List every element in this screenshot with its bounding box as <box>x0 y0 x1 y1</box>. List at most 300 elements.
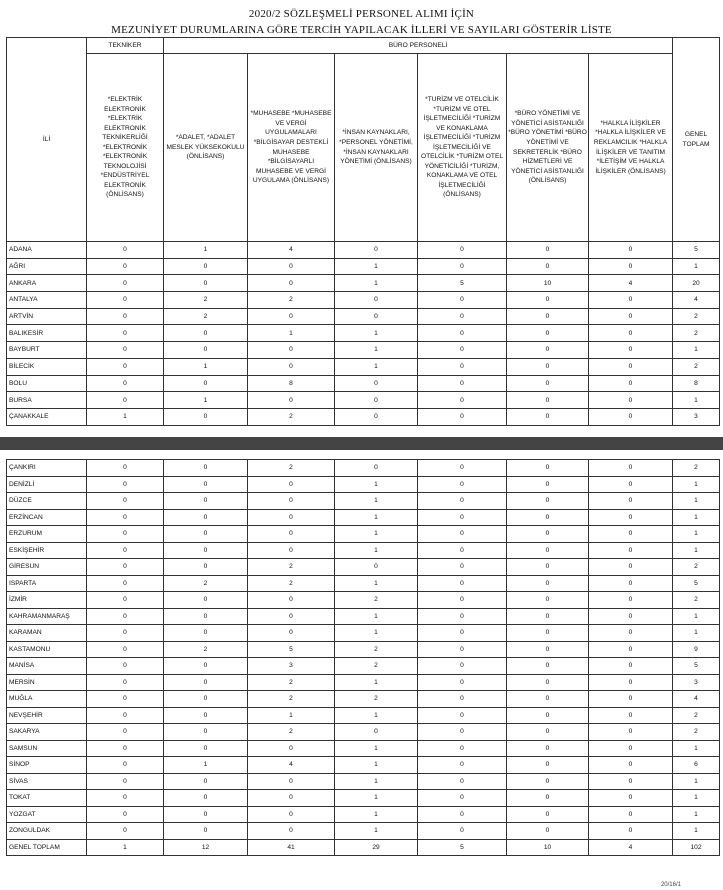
table-row <box>7 258 720 275</box>
count-cell: 1 <box>335 757 418 774</box>
count-cell: 1 <box>335 790 418 807</box>
count-cell: 0 <box>164 542 248 559</box>
count-cell: 2 <box>335 658 418 675</box>
count-cell: 0 <box>87 823 164 840</box>
count-cell: 2 <box>248 724 335 741</box>
count-cell: 0 <box>87 308 164 325</box>
count-cell: 1 <box>673 823 720 840</box>
count-cell: 0 <box>248 542 335 559</box>
count-cell: 2 <box>335 691 418 708</box>
count-cell: 0 <box>335 559 418 576</box>
count-cell: 0 <box>164 658 248 675</box>
table-row <box>7 292 720 309</box>
count-cell: 2 <box>673 358 720 375</box>
count-cell: 0 <box>418 806 507 823</box>
count-cell: 2 <box>335 592 418 609</box>
count-cell: 2 <box>164 641 248 658</box>
count-cell: 0 <box>589 707 673 724</box>
table-row <box>7 476 720 493</box>
count-cell: 0 <box>589 658 673 675</box>
table-row <box>7 275 720 292</box>
province-cell: SİVAS <box>7 773 87 790</box>
count-cell: 5 <box>673 242 720 259</box>
count-cell: 0 <box>589 724 673 741</box>
count-cell: 0 <box>418 325 507 342</box>
count-cell: 1 <box>335 625 418 642</box>
table-row <box>7 757 720 774</box>
count-cell: 0 <box>589 806 673 823</box>
province-cell: BİLECİK <box>7 358 87 375</box>
table-row <box>7 625 720 642</box>
province-cell: KAHRAMANMARAŞ <box>7 608 87 625</box>
count-cell: 6 <box>673 757 720 774</box>
province-cell: ERZURUM <box>7 526 87 543</box>
count-cell: 0 <box>164 790 248 807</box>
count-cell: 4 <box>673 292 720 309</box>
count-cell: 1 <box>673 258 720 275</box>
count-cell: 0 <box>418 308 507 325</box>
table-row <box>7 559 720 576</box>
count-cell: 0 <box>418 493 507 510</box>
count-cell: 2 <box>673 325 720 342</box>
count-cell: 4 <box>589 839 673 856</box>
count-cell: 0 <box>507 308 589 325</box>
province-cell: YOZGAT <box>7 806 87 823</box>
province-cell: NEVŞEHİR <box>7 707 87 724</box>
province-cell: MERSİN <box>7 674 87 691</box>
table-row <box>7 375 720 392</box>
table-header <box>6 37 720 242</box>
count-cell: 0 <box>87 740 164 757</box>
count-cell: 0 <box>87 242 164 259</box>
count-cell: 0 <box>87 460 164 477</box>
count-cell: 0 <box>507 625 589 642</box>
count-cell: 3 <box>673 674 720 691</box>
table-row <box>7 658 720 675</box>
province-cell: MUĞLA <box>7 691 87 708</box>
count-cell: 0 <box>507 460 589 477</box>
count-cell: 5 <box>673 575 720 592</box>
count-cell: 1 <box>164 358 248 375</box>
count-cell: 0 <box>418 691 507 708</box>
count-cell: 10 <box>507 839 589 856</box>
header-buro-personeli: BÜRO PERSONELİ <box>164 38 673 54</box>
count-cell: 0 <box>507 608 589 625</box>
count-cell: 0 <box>507 408 589 425</box>
count-cell: 0 <box>248 773 335 790</box>
count-cell: 1 <box>87 839 164 856</box>
header-insan-kaynaklari: *İNSAN KAYNAKLARI, *PERSONEL YÖNETİMİ, *İNSAN KAYNAKLARI YÖNETİMİ (ÖNLİSANS) <box>335 54 418 242</box>
count-cell: 0 <box>87 559 164 576</box>
count-cell: 2 <box>248 691 335 708</box>
count-cell: 0 <box>248 392 335 409</box>
table-body-part1 <box>6 241 720 426</box>
count-cell: 1 <box>335 806 418 823</box>
document-title-line2: MEZUNİYET DURUMLARINA GÖRE TERCİH YAPILACAK İLLERİ VE SAYILARI GÖSTERİR LİSTE <box>111 24 612 36</box>
province-cell: DÜZCE <box>7 493 87 510</box>
count-cell: 0 <box>507 575 589 592</box>
province-cell: ANTALYA <box>7 292 87 309</box>
count-cell: 0 <box>589 823 673 840</box>
count-cell: 1 <box>335 608 418 625</box>
count-cell: 1 <box>673 342 720 359</box>
count-cell: 0 <box>248 476 335 493</box>
count-cell: 0 <box>87 641 164 658</box>
province-cell: GİRESUN <box>7 559 87 576</box>
province-cell: DENİZLİ <box>7 476 87 493</box>
province-cell: SAKARYA <box>7 724 87 741</box>
count-cell: 0 <box>589 460 673 477</box>
count-cell: 0 <box>87 493 164 510</box>
table-row <box>7 740 720 757</box>
table-row <box>7 691 720 708</box>
count-cell: 0 <box>418 292 507 309</box>
count-cell: 3 <box>248 658 335 675</box>
header-adalet: *ADALET, *ADALET MESLEK YÜKSEKOKULU (ÖNLİSANS) <box>164 54 248 242</box>
count-cell: 0 <box>589 375 673 392</box>
count-cell: 1 <box>335 526 418 543</box>
count-cell: 0 <box>507 392 589 409</box>
count-cell: 0 <box>589 493 673 510</box>
province-cell: BALIKESİR <box>7 325 87 342</box>
count-cell: 0 <box>507 258 589 275</box>
count-cell: 0 <box>589 757 673 774</box>
count-cell: 0 <box>418 757 507 774</box>
count-cell: 0 <box>87 592 164 609</box>
count-cell: 0 <box>164 559 248 576</box>
header-genel-toplam: GENEL TOPLAM <box>673 38 720 242</box>
count-cell: 0 <box>248 740 335 757</box>
count-cell: 0 <box>418 526 507 543</box>
count-cell: 2 <box>164 575 248 592</box>
count-cell: 0 <box>87 806 164 823</box>
count-cell: 2 <box>248 674 335 691</box>
count-cell: 0 <box>418 460 507 477</box>
count-cell: 1 <box>673 526 720 543</box>
count-cell: 1 <box>335 823 418 840</box>
count-cell: 1 <box>164 757 248 774</box>
count-cell: 20 <box>673 275 720 292</box>
count-cell: 1 <box>335 542 418 559</box>
count-cell: 0 <box>248 308 335 325</box>
count-cell: 2 <box>248 292 335 309</box>
count-cell: 0 <box>418 773 507 790</box>
table-row <box>7 641 720 658</box>
count-cell: 1 <box>673 625 720 642</box>
count-cell: 10 <box>507 275 589 292</box>
count-cell: 0 <box>335 460 418 477</box>
count-cell: 0 <box>87 575 164 592</box>
province-cell: ÇANAKKALE <box>7 408 87 425</box>
count-cell: 0 <box>87 608 164 625</box>
count-cell: 0 <box>418 542 507 559</box>
count-cell: 0 <box>248 790 335 807</box>
count-cell: 2 <box>248 559 335 576</box>
count-cell: 2 <box>164 292 248 309</box>
count-cell: 2 <box>673 308 720 325</box>
count-cell: 0 <box>87 342 164 359</box>
count-cell: 0 <box>418 358 507 375</box>
province-cell: BURSA <box>7 392 87 409</box>
table-row <box>7 592 720 609</box>
count-cell: 2 <box>248 575 335 592</box>
count-cell: 2 <box>673 592 720 609</box>
count-cell: 1 <box>335 740 418 757</box>
count-cell: 1 <box>164 392 248 409</box>
count-cell: 0 <box>589 790 673 807</box>
count-cell: 0 <box>507 658 589 675</box>
count-cell: 1 <box>335 342 418 359</box>
count-cell: 0 <box>418 823 507 840</box>
count-cell: 0 <box>418 408 507 425</box>
province-cell: SAMSUN <box>7 740 87 757</box>
count-cell: 0 <box>87 707 164 724</box>
count-cell: 0 <box>507 493 589 510</box>
count-cell: 0 <box>248 358 335 375</box>
count-cell: 0 <box>87 542 164 559</box>
count-cell: 0 <box>335 292 418 309</box>
count-cell: 2 <box>248 460 335 477</box>
count-cell: 1 <box>673 509 720 526</box>
province-cell: BAYBURT <box>7 342 87 359</box>
table-row <box>7 724 720 741</box>
count-cell: 0 <box>589 641 673 658</box>
table-row <box>7 806 720 823</box>
count-cell: 0 <box>418 559 507 576</box>
province-cell: KARAMAN <box>7 625 87 642</box>
table-row <box>7 358 720 375</box>
table-row <box>7 342 720 359</box>
count-cell: 0 <box>87 325 164 342</box>
header-elektrik-elektronik: *ELEKTRİK ELEKTRONİK *ELEKTRİK ELEKTRONİK TEKNİKERLİĞİ *ELEKTRONİK *ELEKTRONİK TEKNOLOJİSİ *ENDÜSTRİYEL ELEKTRONİK (ÖNLİSANS) <box>87 54 164 242</box>
count-cell: 0 <box>87 358 164 375</box>
count-cell: 2 <box>248 408 335 425</box>
count-cell: 0 <box>589 542 673 559</box>
count-cell: 0 <box>507 292 589 309</box>
count-cell: 1 <box>673 392 720 409</box>
count-cell: 1 <box>87 408 164 425</box>
count-cell: 4 <box>248 757 335 774</box>
count-cell: 1 <box>248 325 335 342</box>
count-cell: 0 <box>589 691 673 708</box>
count-cell: 0 <box>164 625 248 642</box>
count-cell: 0 <box>507 375 589 392</box>
count-cell: 0 <box>418 658 507 675</box>
count-cell: 0 <box>589 258 673 275</box>
count-cell: 1 <box>335 493 418 510</box>
count-cell: 0 <box>507 559 589 576</box>
count-cell: 1 <box>673 790 720 807</box>
table-row <box>7 526 720 543</box>
count-cell: 0 <box>87 674 164 691</box>
count-cell: 0 <box>164 460 248 477</box>
count-cell: 1 <box>673 740 720 757</box>
count-cell: 41 <box>248 839 335 856</box>
count-cell: 0 <box>87 790 164 807</box>
count-cell: 0 <box>335 375 418 392</box>
count-cell: 0 <box>164 592 248 609</box>
count-cell: 0 <box>418 674 507 691</box>
count-cell: 0 <box>418 625 507 642</box>
count-cell: 0 <box>248 806 335 823</box>
page-footer: 20/16/1 <box>660 882 681 888</box>
table-row <box>7 773 720 790</box>
count-cell: 0 <box>507 757 589 774</box>
count-cell: 0 <box>87 509 164 526</box>
count-cell: 0 <box>335 724 418 741</box>
count-cell: 4 <box>248 242 335 259</box>
count-cell: 0 <box>418 575 507 592</box>
count-cell: 0 <box>87 375 164 392</box>
count-cell: 0 <box>418 641 507 658</box>
header-halkla-iliskiler: *HALKLA İLİŞKİLER *HALKLA İLİŞKİLER VE REKLAMCILIK *HALKLA İLİŞKİLER VE TANITIM *İLETİŞİM VE HALKLA İLİŞKİLER (ÖNLİSANS) <box>589 54 673 242</box>
count-cell: 0 <box>248 275 335 292</box>
count-cell: 0 <box>589 509 673 526</box>
count-cell: 0 <box>418 242 507 259</box>
province-cell: ISPARTA <box>7 575 87 592</box>
count-cell: 0 <box>164 476 248 493</box>
count-cell: 0 <box>589 342 673 359</box>
count-cell: 0 <box>164 773 248 790</box>
count-cell: 0 <box>418 592 507 609</box>
province-cell: ANKARA <box>7 275 87 292</box>
count-cell: 1 <box>335 509 418 526</box>
count-cell: 0 <box>248 625 335 642</box>
count-cell: 0 <box>418 724 507 741</box>
count-cell: 0 <box>507 526 589 543</box>
count-cell: 2 <box>673 707 720 724</box>
count-cell: 0 <box>507 358 589 375</box>
count-cell: 0 <box>589 242 673 259</box>
count-cell: 1 <box>673 542 720 559</box>
count-cell: 0 <box>507 476 589 493</box>
count-cell: 0 <box>589 476 673 493</box>
count-cell: 0 <box>87 292 164 309</box>
count-cell: 0 <box>164 408 248 425</box>
count-cell: 2 <box>164 308 248 325</box>
count-cell: 0 <box>589 608 673 625</box>
count-cell: 0 <box>164 806 248 823</box>
count-cell: 0 <box>164 823 248 840</box>
province-cell: ZONGULDAK <box>7 823 87 840</box>
count-cell: 0 <box>589 292 673 309</box>
count-cell: 0 <box>507 707 589 724</box>
count-cell: 1 <box>335 258 418 275</box>
count-cell: 0 <box>507 691 589 708</box>
table-row <box>7 608 720 625</box>
table-row <box>7 542 720 559</box>
count-cell: 9 <box>673 641 720 658</box>
count-cell: 1 <box>335 575 418 592</box>
count-cell: 0 <box>589 358 673 375</box>
count-cell: 0 <box>507 740 589 757</box>
count-cell: 0 <box>418 707 507 724</box>
count-cell: 0 <box>507 724 589 741</box>
count-cell: 1 <box>673 608 720 625</box>
count-cell: 0 <box>335 392 418 409</box>
count-cell: 1 <box>673 806 720 823</box>
page-separator <box>0 437 723 450</box>
count-cell: 0 <box>87 691 164 708</box>
count-cell: 0 <box>589 773 673 790</box>
count-cell: 0 <box>87 392 164 409</box>
count-cell: 0 <box>164 342 248 359</box>
province-cell: MANİSA <box>7 658 87 675</box>
count-cell: 0 <box>418 258 507 275</box>
table-row <box>7 242 720 259</box>
count-cell: 0 <box>164 691 248 708</box>
count-cell: 0 <box>164 740 248 757</box>
count-cell: 0 <box>507 806 589 823</box>
count-cell: 0 <box>164 724 248 741</box>
header-tekniker: TEKNİKER <box>87 38 164 54</box>
count-cell: 0 <box>164 325 248 342</box>
count-cell: 0 <box>164 608 248 625</box>
count-cell: 0 <box>589 575 673 592</box>
count-cell: 1 <box>335 674 418 691</box>
count-cell: 0 <box>507 542 589 559</box>
table-row <box>7 308 720 325</box>
count-cell: 0 <box>507 342 589 359</box>
count-cell: 1 <box>335 476 418 493</box>
count-cell: 0 <box>164 275 248 292</box>
count-cell: 4 <box>673 691 720 708</box>
province-cell: ARTVİN <box>7 308 87 325</box>
table-row <box>7 790 720 807</box>
province-cell: SİNOP <box>7 757 87 774</box>
province-cell: ÇANKIRI <box>7 460 87 477</box>
header-il: İLİ <box>7 38 87 242</box>
count-cell: 0 <box>507 773 589 790</box>
count-cell: 0 <box>248 526 335 543</box>
province-cell: KASTAMONU <box>7 641 87 658</box>
table-row <box>7 493 720 510</box>
table-row <box>7 460 720 477</box>
count-cell: 5 <box>673 658 720 675</box>
count-cell: 0 <box>87 275 164 292</box>
count-cell: 0 <box>507 325 589 342</box>
count-cell: 0 <box>589 308 673 325</box>
count-cell: 29 <box>335 839 418 856</box>
count-cell: 0 <box>335 308 418 325</box>
count-cell: 0 <box>589 674 673 691</box>
count-cell: 1 <box>673 493 720 510</box>
count-cell: 0 <box>589 559 673 576</box>
count-cell: 0 <box>589 408 673 425</box>
table-row <box>7 325 720 342</box>
count-cell: 5 <box>418 839 507 856</box>
count-cell: 0 <box>507 823 589 840</box>
count-cell: 0 <box>335 242 418 259</box>
count-cell: 0 <box>418 476 507 493</box>
count-cell: 0 <box>589 392 673 409</box>
cut-off-header <box>0 0 723 3</box>
count-cell: 0 <box>507 242 589 259</box>
count-cell: 0 <box>164 375 248 392</box>
table-row <box>7 823 720 840</box>
count-cell: 0 <box>589 325 673 342</box>
count-cell: 102 <box>673 839 720 856</box>
header-muhasebe: *MUHASEBE *MUHASEBE VE VERGİ UYGULAMALARI *BİLGİSAYAR DESTEKLİ MUHASEBE *BİLGİSAYARLI MUHASEBE VE VERGİ UYGULAMA (ÖNLİSANS) <box>248 54 335 242</box>
count-cell: 1 <box>335 325 418 342</box>
count-cell: 1 <box>335 773 418 790</box>
count-cell: 0 <box>87 773 164 790</box>
document-title-line1: 2020/2 SÖZLEŞMELİ PERSONEL ALIMI İÇİN <box>248 8 475 20</box>
table-row <box>7 408 720 425</box>
count-cell: 3 <box>673 408 720 425</box>
count-cell: 12 <box>164 839 248 856</box>
header-buro-yonetimi: *BÜRO YÖNETİMİ VE YÖNETİCİ ASİSTANLIĞI *BÜRO YÖNETİMİ *BÜRO YÖNETİMİ VE SEKRETERLİK *BÜRO HİZMETLERİ VE YÖNETİCİ ASİSTANLIĞI (ÖNLİSANS) <box>507 54 589 242</box>
